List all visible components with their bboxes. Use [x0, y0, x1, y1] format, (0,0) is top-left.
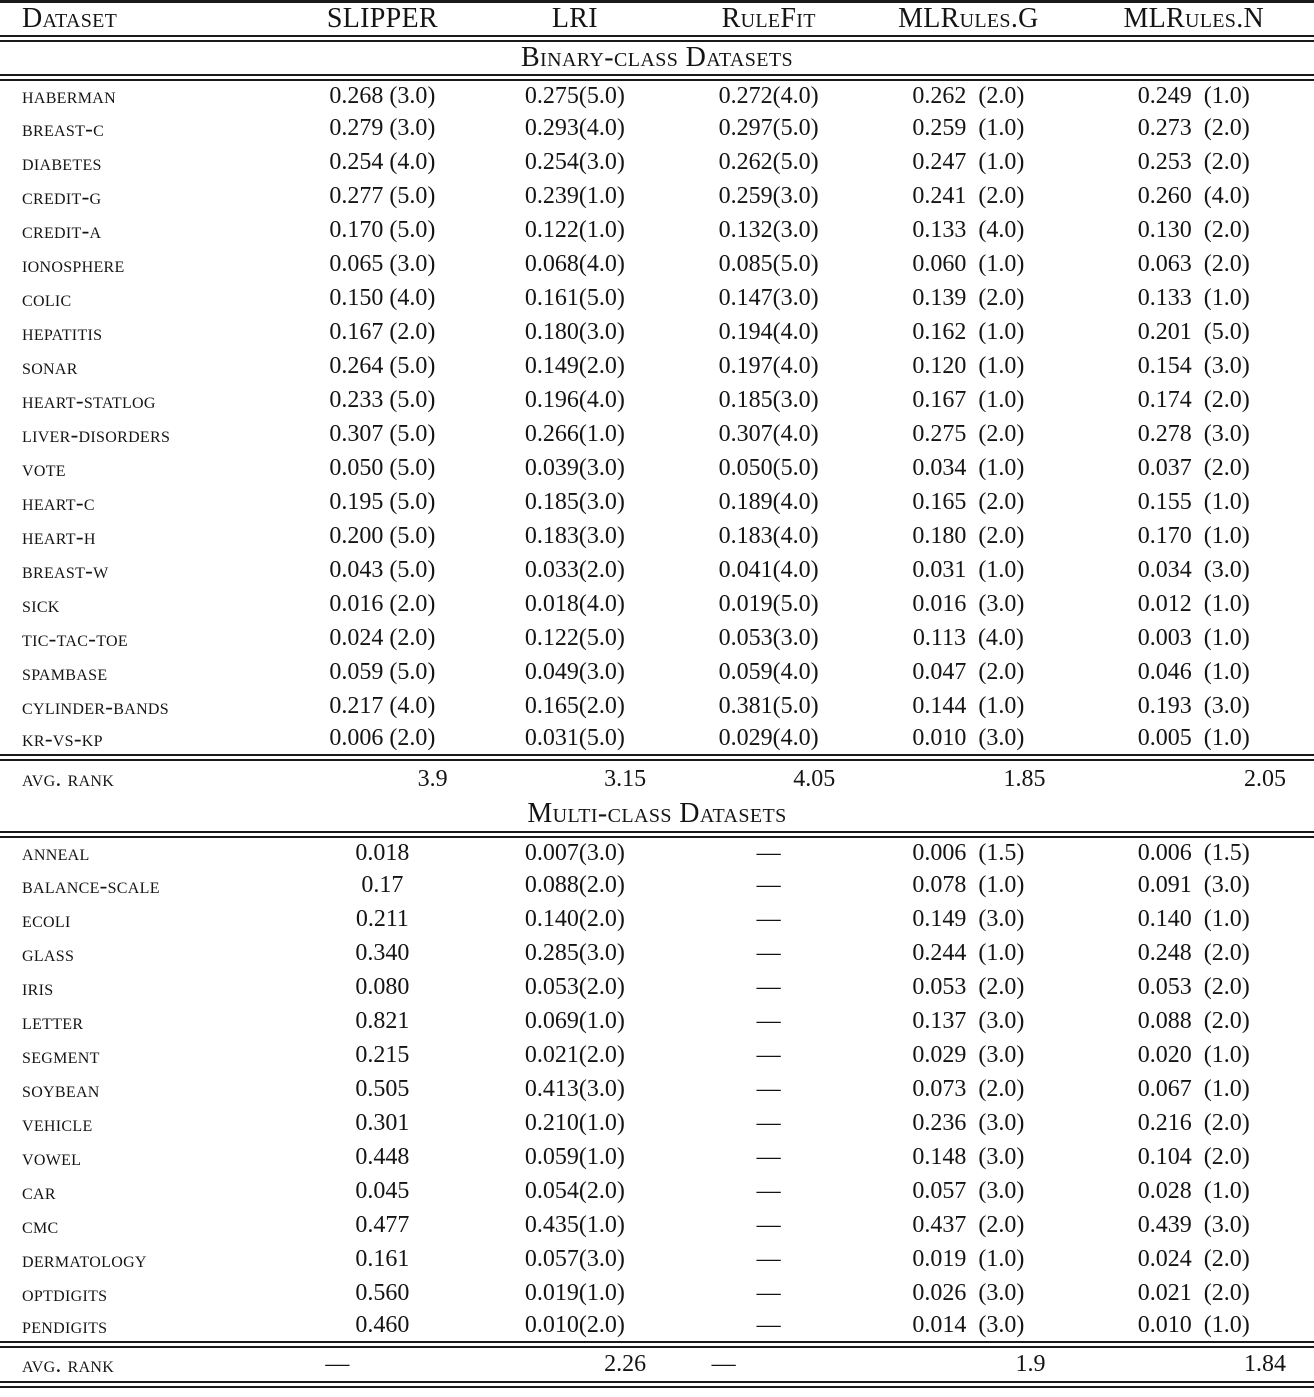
dataset-name: tic-tac-toe	[22, 625, 128, 651]
value-cell: 0.053(2.0)	[524, 974, 625, 1000]
avg-rank-value: 1.9	[1015, 1351, 1046, 1377]
value-cell: 0.034 (1.0)	[912, 455, 1025, 481]
value-cell: 0.018	[355, 839, 410, 866]
dataset-name: spambase	[22, 659, 108, 685]
dataset-name: cmc	[22, 1212, 59, 1238]
value-cell: —	[756, 1212, 781, 1238]
value-cell: 0.026 (3.0)	[912, 1280, 1025, 1306]
value-cell: —	[756, 1144, 781, 1170]
avg-rank-value: 2.05	[1244, 765, 1286, 792]
value-cell: 0.211	[355, 906, 409, 932]
value-cell: —	[756, 1178, 781, 1204]
table-row	[0, 1141, 1314, 1175]
value-cell: —	[756, 1312, 781, 1339]
column-header-dataset: Dataset	[22, 3, 118, 34]
value-cell: 0.260 (4.0)	[1137, 183, 1250, 209]
value-cell: 0.196(4.0)	[524, 387, 625, 413]
value-cell: 0.821	[355, 1008, 410, 1034]
table-row	[0, 1209, 1314, 1243]
value-cell: —	[756, 872, 781, 898]
value-cell: 0.057(3.0)	[524, 1246, 625, 1272]
value-cell: 0.477	[355, 1212, 410, 1238]
value-cell: 0.174 (2.0)	[1137, 387, 1250, 413]
value-cell: 0.028 (1.0)	[1137, 1178, 1250, 1204]
table-row	[0, 835, 1314, 869]
value-cell: 0.010(2.0)	[524, 1312, 625, 1339]
value-cell: —	[756, 1076, 781, 1102]
table-row	[0, 937, 1314, 971]
value-cell: 0.254(3.0)	[524, 149, 625, 175]
value-cell: —	[756, 839, 781, 866]
value-cell: 0.195 (5.0)	[329, 489, 436, 515]
value-cell: 0.241 (2.0)	[912, 183, 1025, 209]
dataset-name: breast-w	[22, 557, 109, 583]
value-cell: 0.014 (3.0)	[912, 1312, 1025, 1339]
table-row	[0, 1039, 1314, 1073]
table-row	[0, 724, 1314, 758]
value-cell: 0.201 (5.0)	[1137, 319, 1250, 345]
value-cell: 0.053 (2.0)	[1137, 974, 1250, 1000]
table-row	[0, 554, 1314, 588]
value-cell: 0.137 (3.0)	[912, 1008, 1025, 1034]
value-cell: 0.301	[355, 1110, 410, 1136]
dataset-name: ionosphere	[22, 251, 125, 277]
value-cell: 0.031 (1.0)	[912, 557, 1025, 583]
dataset-name: credit-g	[22, 183, 102, 209]
value-cell: 0.149(2.0)	[524, 353, 625, 379]
value-cell: 0.236 (3.0)	[912, 1110, 1025, 1136]
dataset-name: anneal	[22, 840, 90, 866]
value-cell: 0.120 (1.0)	[912, 353, 1025, 379]
table-row	[0, 146, 1314, 180]
dataset-name: cylinder-bands	[22, 693, 169, 719]
value-cell: 0.307(4.0)	[718, 421, 819, 447]
value-cell: 0.150 (4.0)	[329, 285, 436, 311]
table-row	[0, 180, 1314, 214]
value-cell: 0.210(1.0)	[524, 1110, 625, 1136]
table-row	[0, 1243, 1314, 1277]
dataset-name: optdigits	[22, 1280, 108, 1306]
value-cell: 0.162 (1.0)	[912, 319, 1025, 345]
dataset-name: vehicle	[22, 1110, 93, 1136]
dataset-name: letter	[22, 1008, 84, 1034]
value-cell: 0.088 (2.0)	[1137, 1008, 1250, 1034]
section-title: Multi-class Datasets	[527, 798, 787, 830]
avg-rank-label: avg. rank	[22, 766, 115, 792]
value-cell: 0.113 (4.0)	[912, 625, 1024, 651]
value-cell: 0.185(3.0)	[718, 387, 819, 413]
avg-rank-label: avg. rank	[22, 1351, 115, 1377]
value-cell: 0.021(2.0)	[524, 1042, 625, 1068]
avg-rank-value: —	[325, 1351, 350, 1377]
table-row	[0, 1277, 1314, 1311]
value-cell: 0.278 (3.0)	[1137, 421, 1250, 447]
value-cell: 0.154 (3.0)	[1137, 353, 1250, 379]
value-cell: 0.262(5.0)	[718, 149, 819, 175]
value-cell: 0.144 (1.0)	[912, 693, 1025, 719]
dataset-name: segment	[22, 1042, 100, 1068]
value-cell: 0.139 (2.0)	[912, 285, 1025, 311]
value-cell: 0.249 (1.0)	[1137, 82, 1250, 109]
avg-rank-value: 2.26	[604, 1351, 647, 1377]
value-cell: 0.170 (1.0)	[1137, 523, 1250, 549]
value-cell: 0.006 (2.0)	[329, 725, 436, 752]
value-cell: 0.104 (2.0)	[1137, 1144, 1250, 1170]
value-cell: 0.059(4.0)	[718, 659, 819, 685]
avg-rank-row	[0, 758, 1314, 798]
value-cell: 0.170 (5.0)	[329, 217, 436, 243]
value-cell: 0.012 (1.0)	[1137, 591, 1250, 617]
value-cell: 0.165 (2.0)	[912, 489, 1025, 515]
value-cell: —	[756, 906, 781, 932]
avg-rank-value: 3.9	[417, 765, 448, 792]
value-cell: 0.085(5.0)	[718, 251, 819, 277]
value-cell: 0.045	[355, 1178, 410, 1204]
dataset-name: pendigits	[22, 1312, 108, 1338]
value-cell: 0.297(5.0)	[718, 115, 819, 141]
value-cell: 0.132(3.0)	[718, 217, 819, 243]
value-cell: —	[756, 1110, 781, 1136]
dataset-name: hepatitis	[22, 319, 103, 345]
value-cell: 0.060 (1.0)	[912, 251, 1025, 277]
dataset-name: colic	[22, 285, 72, 311]
value-cell: 0.215	[355, 1042, 410, 1068]
column-header-mlrules-g: MLRules.G	[898, 3, 1039, 34]
avg-rank-value: 3.15	[604, 765, 647, 792]
value-cell: 0.006 (1.5)	[1137, 839, 1250, 866]
value-cell: 0.149 (3.0)	[912, 906, 1025, 932]
value-cell: 0.285(3.0)	[524, 940, 625, 966]
value-cell: 0.272(4.0)	[718, 82, 819, 109]
avg-rank-value: 1.85	[1003, 765, 1046, 792]
value-cell: 0.254 (4.0)	[329, 149, 436, 175]
value-cell: 0.005 (1.0)	[1137, 725, 1250, 752]
dataset-name: kr-vs-kp	[22, 725, 103, 751]
value-cell: 0.024 (2.0)	[329, 625, 436, 651]
dataset-name: dermatology	[22, 1246, 147, 1272]
table-row	[0, 1311, 1314, 1345]
value-cell: 0.17	[361, 872, 404, 898]
value-cell: 0.010 (1.0)	[1137, 1312, 1250, 1339]
value-cell: 0.248 (2.0)	[1137, 940, 1250, 966]
table-row	[0, 452, 1314, 486]
value-cell: 0.167 (1.0)	[912, 387, 1025, 413]
dataset-name: sonar	[22, 353, 78, 379]
value-cell: 0.275 (2.0)	[912, 421, 1025, 447]
value-cell: 0.189(4.0)	[718, 489, 819, 515]
value-cell: 0.088(2.0)	[524, 872, 625, 898]
dataset-name: car	[22, 1178, 56, 1204]
value-cell: 0.007(3.0)	[524, 839, 625, 866]
value-cell: 0.180(3.0)	[524, 319, 625, 345]
value-cell: 0.293(4.0)	[524, 115, 625, 141]
value-cell: 0.073 (2.0)	[912, 1076, 1025, 1102]
value-cell: 0.183(4.0)	[718, 523, 819, 549]
value-cell: 0.018(4.0)	[524, 591, 625, 617]
value-cell: 0.080	[355, 974, 410, 1000]
table-row	[0, 656, 1314, 690]
avg-rank-value: 4.05	[793, 765, 836, 792]
value-cell: —	[756, 1008, 781, 1034]
value-cell: 0.140(2.0)	[524, 906, 625, 932]
value-cell: 0.016 (2.0)	[329, 591, 436, 617]
avg-rank-value: —	[711, 1351, 736, 1377]
value-cell: —	[756, 1042, 781, 1068]
value-cell: 0.034 (3.0)	[1137, 557, 1250, 583]
value-cell: 0.068(4.0)	[524, 251, 625, 277]
table-row	[0, 316, 1314, 350]
table-row	[0, 78, 1314, 112]
value-cell: 0.049(3.0)	[524, 659, 625, 685]
value-cell: —	[756, 974, 781, 1000]
value-cell: 0.133 (4.0)	[912, 217, 1025, 243]
value-cell: 0.057 (3.0)	[912, 1178, 1025, 1204]
value-cell: 0.247 (1.0)	[912, 149, 1025, 175]
value-cell: 0.505	[355, 1076, 410, 1102]
section-title: Binary-class Datasets	[520, 42, 794, 73]
value-cell: 0.016 (3.0)	[912, 591, 1025, 617]
table-row	[0, 112, 1314, 146]
value-cell: 0.560	[355, 1280, 410, 1306]
value-cell: 0.448	[355, 1144, 410, 1170]
value-cell: 0.043 (5.0)	[329, 557, 436, 583]
value-cell: —	[756, 1280, 781, 1306]
value-cell: 0.439 (3.0)	[1137, 1212, 1250, 1238]
value-cell: 0.122(5.0)	[524, 625, 625, 651]
value-cell: 0.279 (3.0)	[329, 115, 436, 141]
value-cell: 0.307 (5.0)	[329, 421, 436, 447]
value-cell: 0.268 (3.0)	[329, 82, 436, 109]
dataset-name: haberman	[22, 83, 116, 109]
value-cell: 0.065 (3.0)	[329, 251, 436, 277]
dataset-name: soybean	[22, 1076, 100, 1102]
value-cell: 0.435(1.0)	[524, 1212, 625, 1238]
dataset-name: iris	[22, 974, 54, 1000]
value-cell: 0.148 (3.0)	[912, 1144, 1025, 1170]
value-cell: 0.147(3.0)	[718, 285, 819, 311]
value-cell: 0.053 (2.0)	[912, 974, 1025, 1000]
header-row	[0, 2, 1314, 39]
value-cell: 0.053(3.0)	[718, 625, 819, 651]
dataset-name: vote	[22, 455, 66, 481]
value-cell: 0.275(5.0)	[524, 82, 625, 109]
value-cell: 0.217 (4.0)	[329, 693, 436, 719]
dataset-name: balance-scale	[22, 872, 160, 898]
avg-rank-value: 1.84	[1244, 1351, 1286, 1377]
table-row	[0, 588, 1314, 622]
value-cell: 0.340	[355, 940, 410, 966]
section-title-row	[0, 39, 1314, 78]
table-body	[0, 39, 1314, 1385]
value-cell: 0.161	[355, 1246, 410, 1272]
table-row	[0, 1073, 1314, 1107]
value-cell: 0.059 (5.0)	[329, 659, 436, 685]
value-cell: 0.185(3.0)	[524, 489, 625, 515]
table-row	[0, 622, 1314, 656]
column-header-lri: LRI	[551, 3, 598, 34]
dataset-name: sick	[22, 591, 60, 617]
dataset-name: credit-a	[22, 217, 102, 243]
table-row	[0, 486, 1314, 520]
value-cell: 0.050 (5.0)	[329, 455, 436, 481]
dataset-name: heart-c	[22, 489, 95, 515]
value-cell: 0.130 (2.0)	[1137, 217, 1250, 243]
dataset-name: ecoli	[22, 906, 71, 932]
value-cell: 0.069(1.0)	[524, 1008, 625, 1034]
value-cell: 0.253 (2.0)	[1137, 149, 1250, 175]
value-cell: 0.183(3.0)	[524, 523, 625, 549]
value-cell: 0.381(5.0)	[718, 693, 819, 719]
value-cell: 0.050(5.0)	[718, 455, 819, 481]
value-cell: 0.029 (3.0)	[912, 1042, 1025, 1068]
value-cell: 0.122(1.0)	[524, 217, 625, 243]
value-cell: 0.266(1.0)	[524, 421, 625, 447]
value-cell: 0.059(1.0)	[524, 1144, 625, 1170]
dataset-name: breast-c	[22, 115, 105, 141]
value-cell: 0.244 (1.0)	[912, 940, 1025, 966]
value-cell: 0.046 (1.0)	[1137, 659, 1250, 685]
value-cell: 0.165(2.0)	[524, 693, 625, 719]
value-cell: 0.167 (2.0)	[329, 319, 436, 345]
value-cell: 0.031(5.0)	[524, 725, 625, 752]
table-row	[0, 971, 1314, 1005]
table-row	[0, 1107, 1314, 1141]
table-row	[0, 520, 1314, 554]
dataset-name: liver-disorders	[22, 421, 171, 447]
table-row	[0, 248, 1314, 282]
value-cell: 0.413(3.0)	[524, 1076, 625, 1102]
table-row	[0, 350, 1314, 384]
value-cell: 0.054(2.0)	[524, 1178, 625, 1204]
value-cell: 0.037 (2.0)	[1137, 455, 1250, 481]
dataset-name: heart-h	[22, 523, 96, 549]
table-header	[0, 2, 1314, 39]
dataset-name: glass	[22, 940, 75, 966]
value-cell: 0.133 (1.0)	[1137, 285, 1250, 311]
table-row	[0, 214, 1314, 248]
value-cell: 0.033(2.0)	[524, 557, 625, 583]
value-cell: 0.197(4.0)	[718, 353, 819, 379]
value-cell: 0.019(5.0)	[718, 591, 819, 617]
value-cell: 0.020 (1.0)	[1137, 1042, 1250, 1068]
value-cell: 0.006 (1.5)	[912, 839, 1025, 866]
value-cell: 0.273 (2.0)	[1137, 115, 1250, 141]
table-row	[0, 690, 1314, 724]
value-cell: 0.091 (3.0)	[1137, 872, 1250, 898]
value-cell: —	[756, 940, 781, 966]
value-cell: 0.029(4.0)	[718, 725, 819, 752]
column-header-mlrules-n: MLRules.N	[1123, 3, 1265, 34]
table-row	[0, 1005, 1314, 1039]
table-row	[0, 384, 1314, 418]
value-cell: 0.067 (1.0)	[1137, 1076, 1250, 1102]
value-cell: 0.437 (2.0)	[912, 1212, 1025, 1238]
value-cell: 0.259 (1.0)	[912, 115, 1025, 141]
value-cell: 0.019(1.0)	[524, 1280, 625, 1306]
value-cell: 0.047 (2.0)	[912, 659, 1025, 685]
value-cell: 0.010 (3.0)	[912, 725, 1025, 752]
value-cell: 0.021 (2.0)	[1137, 1280, 1250, 1306]
dataset-name: diabetes	[22, 149, 102, 175]
value-cell: 0.194(4.0)	[718, 319, 819, 345]
value-cell: 0.216 (2.0)	[1137, 1110, 1250, 1136]
avg-rank-row	[0, 1345, 1314, 1385]
value-cell: —	[756, 1246, 781, 1272]
dataset-name: vowel	[22, 1144, 82, 1170]
column-header-rulefit: RuleFit	[721, 3, 816, 34]
value-cell: 0.161(5.0)	[524, 285, 625, 311]
value-cell: 0.180 (2.0)	[912, 523, 1025, 549]
value-cell: 0.003 (1.0)	[1137, 625, 1250, 651]
table-row	[0, 1175, 1314, 1209]
value-cell: 0.264 (5.0)	[329, 353, 436, 379]
value-cell: 0.041(4.0)	[718, 557, 819, 583]
value-cell: 0.078 (1.0)	[912, 872, 1025, 898]
value-cell: 0.063 (2.0)	[1137, 251, 1250, 277]
value-cell: 0.259(3.0)	[718, 183, 819, 209]
table-row	[0, 418, 1314, 452]
column-header-slipper: SLIPPER	[326, 3, 438, 34]
section-title-row	[0, 798, 1314, 835]
table-row	[0, 282, 1314, 316]
value-cell: 0.039(3.0)	[524, 455, 625, 481]
value-cell: 0.019 (1.0)	[912, 1246, 1025, 1272]
value-cell: 0.200 (5.0)	[329, 523, 436, 549]
value-cell: 0.277 (5.0)	[329, 183, 436, 209]
dataset-name: heart-statlog	[22, 387, 156, 413]
value-cell: 0.193 (3.0)	[1137, 693, 1250, 719]
value-cell: 0.233 (5.0)	[329, 387, 436, 413]
table-row	[0, 903, 1314, 937]
table-row	[0, 869, 1314, 903]
value-cell: 0.024 (2.0)	[1137, 1246, 1250, 1272]
value-cell: 0.239(1.0)	[524, 183, 625, 209]
value-cell: 0.155 (1.0)	[1137, 489, 1250, 515]
value-cell: 0.140 (1.0)	[1137, 906, 1250, 932]
value-cell: 0.460	[355, 1312, 410, 1339]
value-cell: 0.262 (2.0)	[912, 82, 1025, 109]
